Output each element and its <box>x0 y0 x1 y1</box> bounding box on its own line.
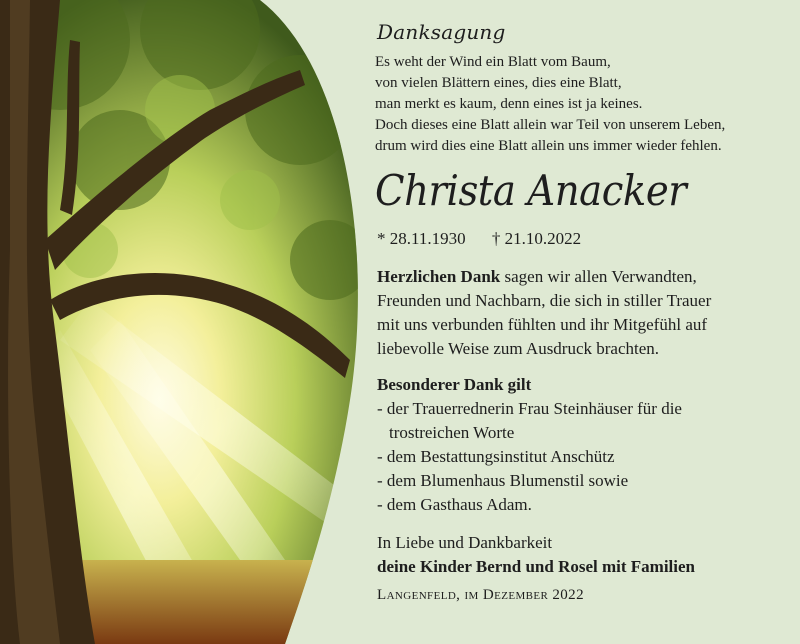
place-date: Langenfeld, im Dezember 2022 <box>377 587 584 603</box>
poem-line: von vielen Blättern eines, dies eine Blatt, <box>375 75 622 91</box>
special-thanks <box>377 373 790 517</box>
list-item: - dem Blumenhaus Blumenstil sowie <box>377 471 629 490</box>
life-dates <box>377 229 790 249</box>
poem-line: Doch dieses eine Blatt allein war Teil von unserem Leben, <box>375 117 726 133</box>
poem-line: man merkt es kaum, denn eines ist ja keines. <box>375 96 643 112</box>
heading: Danksagung <box>377 20 506 44</box>
thanks-line: Freunden und Nachbarn, die sich in stiller Trauer <box>377 291 712 310</box>
poem <box>375 52 790 157</box>
closing-signature: deine Kinder Bernd und Rosel mit Familien <box>377 557 695 576</box>
thanks-line: liebevolle Weise zum Ausdruck brachten. <box>377 339 660 358</box>
thanks-paragraph <box>377 265 790 361</box>
closing <box>377 531 790 579</box>
forest-tree-photo <box>0 0 380 644</box>
thanks-line: sagen wir allen Verwandten, <box>500 267 697 286</box>
birth-date: * 28.11.1930 <box>377 229 466 248</box>
list-item: - der Trauerrednerin Frau Steinhäuser für die <box>377 399 682 418</box>
obituary-text <box>375 14 790 604</box>
closing-line: In Liebe und Dankbarkeit <box>377 533 553 552</box>
deceased-name: Christa Anacker <box>375 166 687 215</box>
list-item: trostreichen Worte <box>389 423 515 442</box>
poem-line: drum wird dies eine Blatt allein uns immer wieder fehlen. <box>375 138 722 154</box>
special-thanks-title: Besonderer Dank gilt <box>377 375 532 394</box>
list-item: - dem Bestattungsinstitut Anschütz <box>377 447 615 466</box>
thanks-line: mit uns verbunden fühlten und ihr Mitgefühl auf <box>377 315 708 334</box>
thanks-bold: Herzlichen Dank <box>377 267 501 286</box>
list-item: - dem Gasthaus Adam. <box>377 495 532 514</box>
poem-line: Es weht der Wind ein Blatt vom Baum, <box>375 54 611 70</box>
death-date: † 21.10.2022 <box>491 229 582 248</box>
